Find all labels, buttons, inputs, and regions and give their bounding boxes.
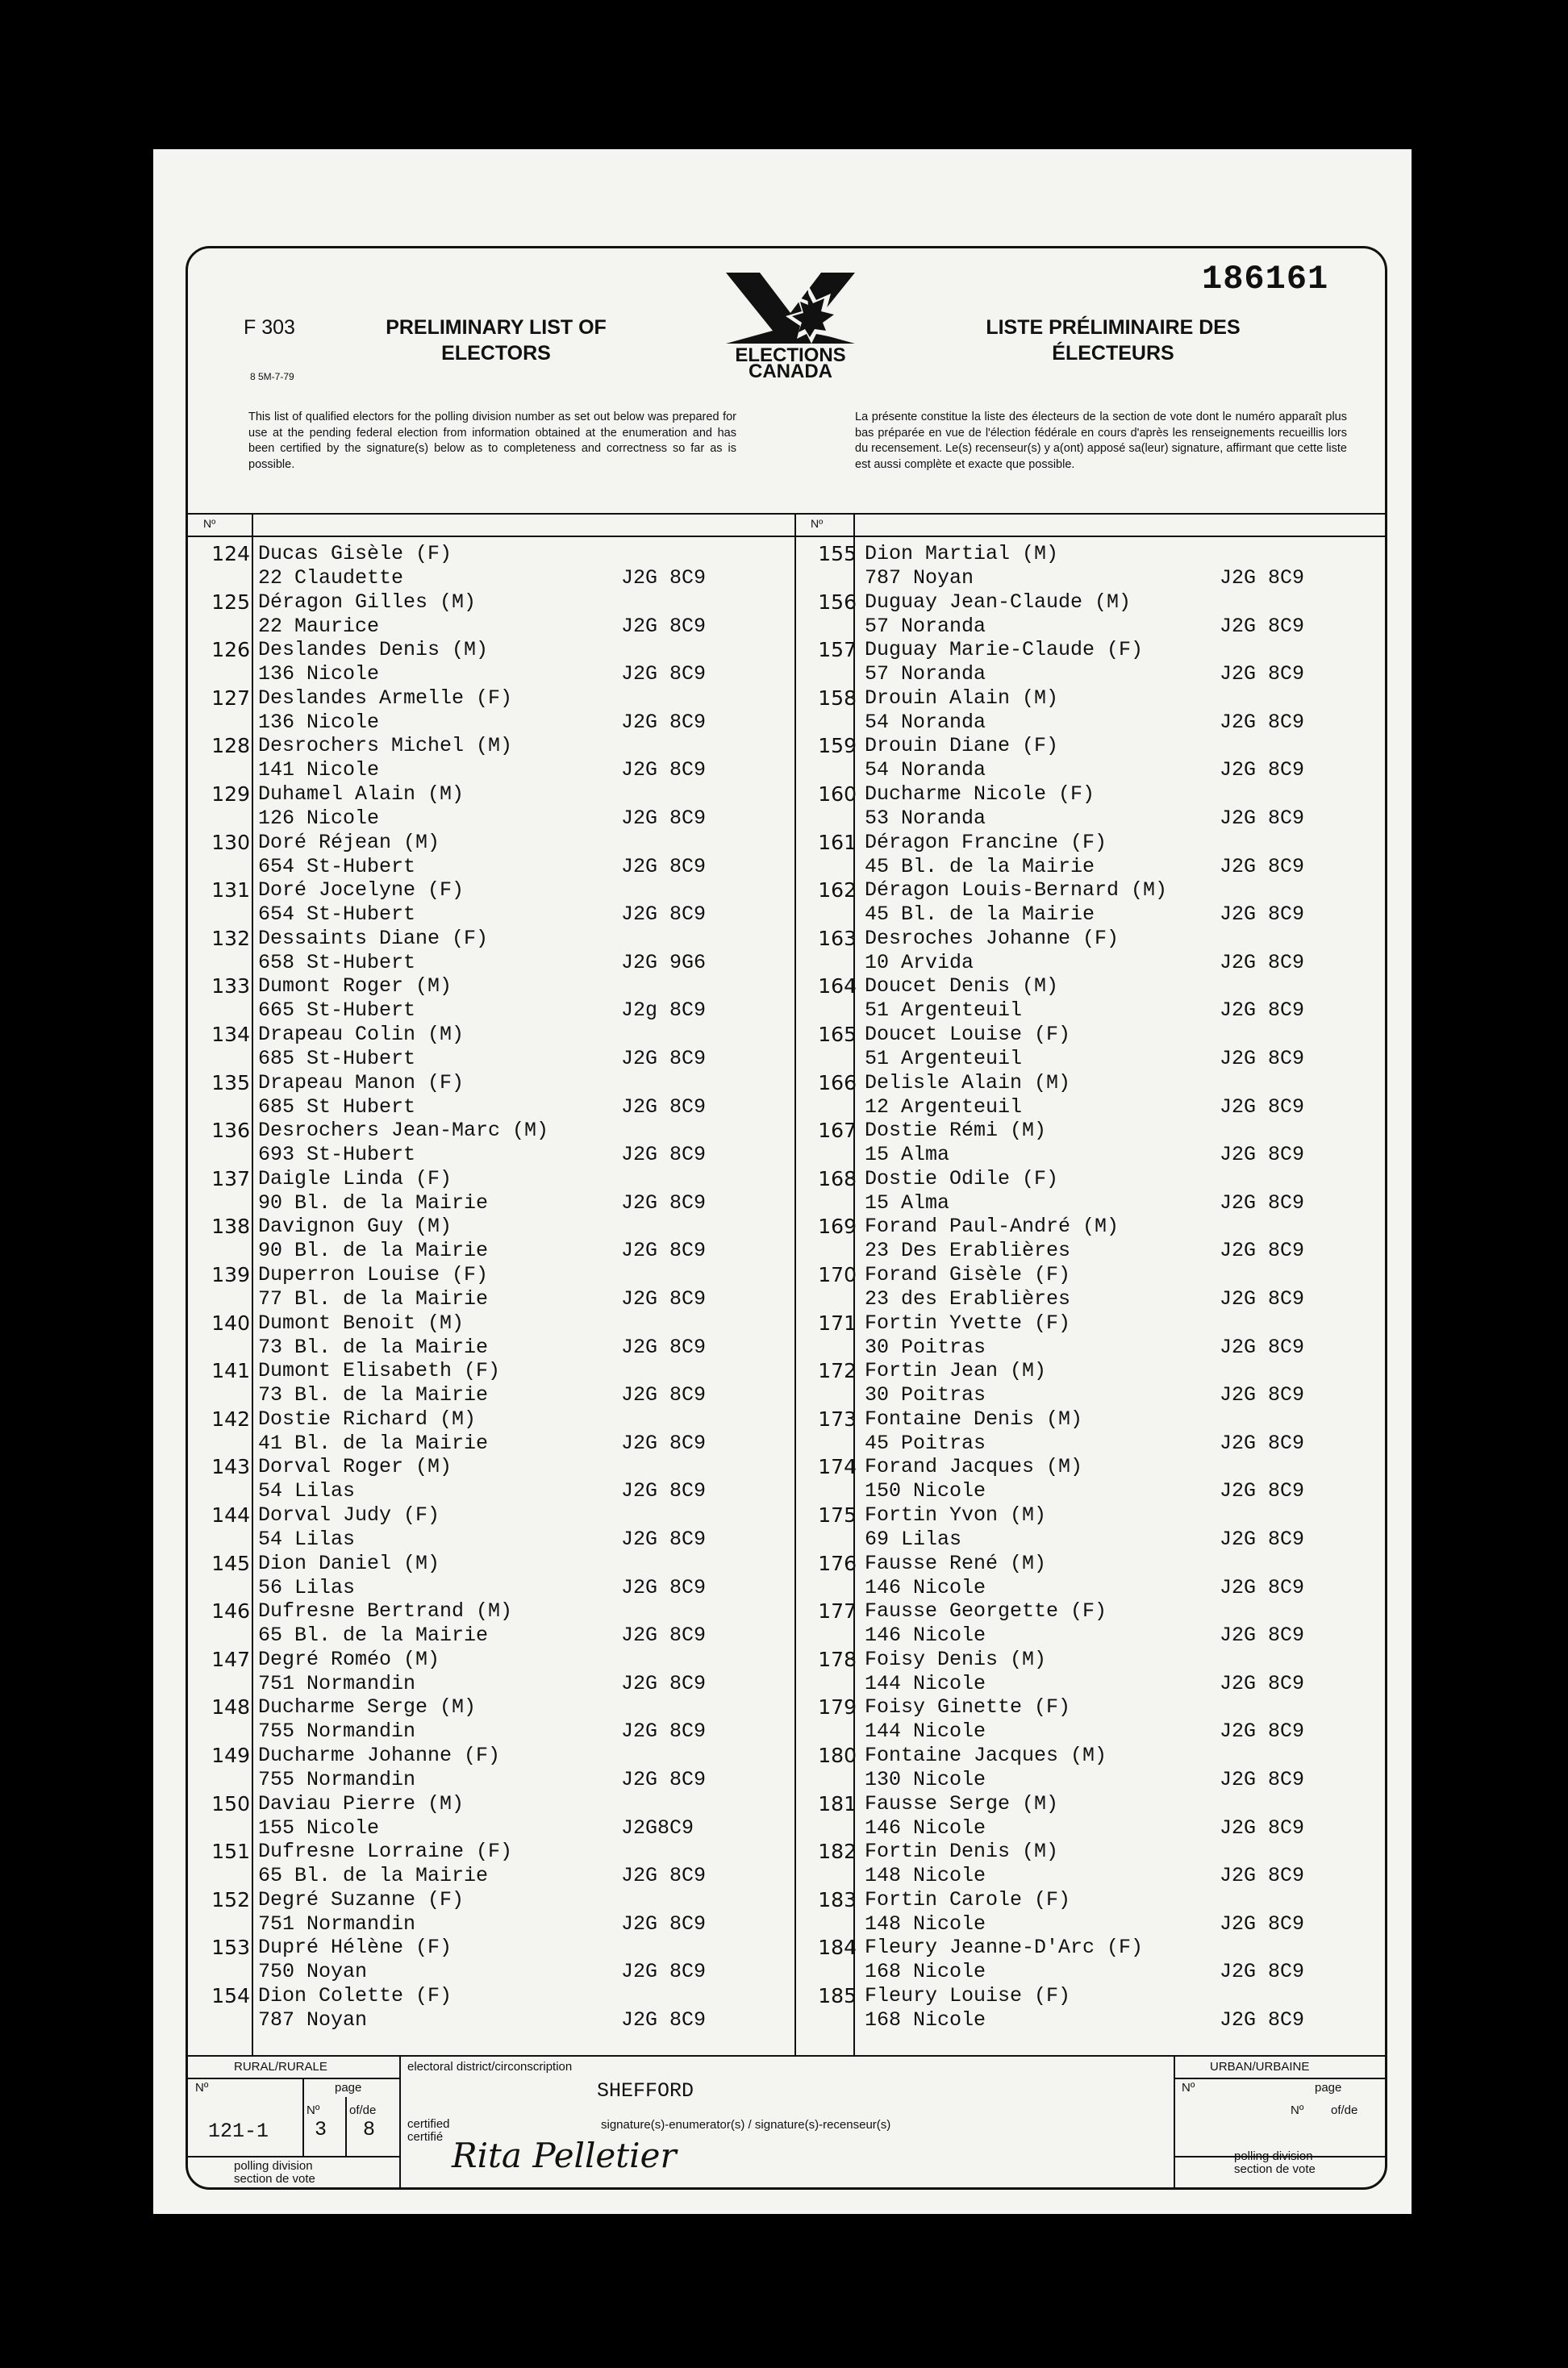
district-value: SHEFFORD	[597, 2079, 694, 2103]
elector-number: 162	[818, 878, 857, 903]
elector-postal-code: J2G 8C9	[1220, 903, 1305, 927]
polling-number: 121-1	[208, 2120, 269, 2143]
form-date: 8 5M-7-79	[250, 371, 294, 382]
elector-address: 685 St Hubert	[258, 1094, 416, 1119]
elector-postal-code: J2G 8C9	[621, 662, 707, 686]
elector-number: 178	[818, 1647, 857, 1671]
elector-address: 45 Poitras	[865, 1431, 986, 1455]
elector-name: Fleury Louise (F)	[865, 1984, 1071, 2007]
elector-address: 787 Noyan	[258, 2008, 368, 2032]
elector-address: 150 Nicole	[865, 1479, 986, 1503]
elector-postal-code: J2G 8C9	[1220, 1720, 1305, 1744]
elector-list	[186, 513, 1387, 2057]
elector-address: 73 Bl. de la Mairie	[258, 1335, 489, 1359]
elector-address: 654 St-Hubert	[258, 854, 416, 878]
elector-number: 166	[818, 1070, 857, 1094]
elector-number: 182	[818, 1840, 857, 1864]
elector-postal-code: J2G 8C9	[1220, 998, 1305, 1023]
elector-number: 145	[211, 1551, 250, 1575]
elector-address: 755 Normandin	[258, 1720, 416, 1744]
elector-number: 184	[818, 1936, 857, 1960]
elector-name: Ducas Gisèle (F)	[258, 542, 452, 565]
serial-number: 186161	[1202, 260, 1329, 298]
elector-number: 148	[211, 1695, 250, 1720]
elector-name: Déragon Francine (F)	[865, 830, 1107, 854]
elector-postal-code: J2G 8C9	[621, 2008, 707, 2032]
elector-number: 149	[211, 1744, 250, 1767]
elector-postal-code: J2g 8C9	[621, 998, 707, 1023]
elector-postal-code: J2G 8C9	[1220, 758, 1305, 782]
page-divider	[302, 2078, 304, 2156]
elector-number: 185	[818, 1984, 857, 2007]
footer-divider-left	[399, 2055, 401, 2190]
elector-address: 41 Bl. de la Mairie	[258, 1431, 489, 1455]
rural-rule	[186, 2078, 399, 2079]
elector-name: Fausse René (M)	[865, 1551, 1047, 1575]
elector-postal-code: J2G 8C9	[621, 1528, 707, 1551]
intro-french: La présente constitue la liste des électeurs de la section de vote dont le numéro apparaît plus bas préparée en vue de l'élection fédérale en cours d'après les renseignements recueillis lors du recensement. Le(s) recenseur(s) y a(ont) apposé sa(leur) signature, affirmant que cette liste est aussi complète et exacte que possible.	[855, 411, 1347, 471]
elector-name: Dufresne Lorraine (F)	[258, 1840, 513, 1864]
elector-postal-code: J2G 8C9	[621, 1479, 707, 1503]
elector-name: Forand Gisèle (F)	[865, 1263, 1071, 1286]
elector-address: 10 Arvida	[865, 950, 974, 974]
elector-name: Fleury Jeanne-D'Arc (F)	[865, 1936, 1144, 1960]
elector-number: 144	[211, 1503, 250, 1527]
elector-name: Delisle Alain (M)	[865, 1070, 1071, 1094]
elector-postal-code: J2G 8C9	[621, 807, 707, 830]
elector-postal-code: J2G 8C9	[1220, 1431, 1305, 1455]
elector-name: Dostie Rémi (M)	[865, 1119, 1047, 1143]
elector-address: 69 Lilas	[865, 1528, 962, 1551]
elector-number: 154	[211, 1984, 250, 2007]
elector-number: 167	[818, 1119, 857, 1143]
elector-postal-code: J2G 8C9	[1220, 1864, 1305, 1888]
elector-postal-code: J2G 8C9	[621, 1960, 707, 1984]
elector-postal-code: J2G 8C9	[621, 1768, 707, 1791]
elector-name: Dorval Judy (F)	[258, 1503, 440, 1527]
urban-page-label: page	[1315, 2081, 1342, 2095]
elector-number: 175	[818, 1503, 857, 1527]
elector-number: 169	[818, 1215, 857, 1239]
elector-address: 141 Nicole	[258, 758, 380, 782]
elector-postal-code: J2G 8C9	[1220, 1575, 1305, 1599]
elector-address: 23 des Erablières	[865, 1287, 1071, 1311]
elector-address: 57 Noranda	[865, 614, 986, 638]
elector-name: Dumont Elisabeth (F)	[258, 1359, 501, 1383]
rural-no-label: Nº	[195, 2081, 209, 2095]
elector-name: Desrochers Michel (M)	[258, 734, 513, 758]
urban-of-label: of/de	[1331, 2103, 1358, 2117]
elector-number: 163	[818, 926, 857, 950]
elector-number: 173	[818, 1407, 857, 1431]
elector-number: 146	[211, 1599, 250, 1624]
elector-number: 134	[211, 1023, 250, 1046]
elector-postal-code: J2G 8C9	[1220, 1383, 1305, 1407]
svg-text:CANADA: CANADA	[749, 361, 832, 379]
elector-address: 155 Nicole	[258, 1816, 380, 1840]
elector-address: 57 Noranda	[865, 662, 986, 686]
elector-name: Fortin Carole (F)	[865, 1887, 1071, 1911]
page-total: 8	[363, 2118, 376, 2141]
elector-name: Doucet Louise (F)	[865, 1023, 1071, 1046]
elector-number: 159	[818, 734, 857, 758]
elector-number: 124	[211, 542, 250, 565]
elector-postal-code: J2G 8C9	[621, 1335, 707, 1359]
elector-name: Doré Réjean (M)	[258, 830, 440, 854]
rural-no-label-2: Nº	[307, 2103, 320, 2117]
elector-postal-code: J2G 8C9	[1220, 854, 1305, 878]
elector-number: 161	[818, 830, 857, 854]
svg-text:ELECTIONS: ELECTIONS	[735, 344, 846, 366]
elector-address: 30 Poitras	[865, 1383, 986, 1407]
elector-number: 155	[818, 542, 857, 565]
elector-postal-code: J2G 8C9	[1220, 1960, 1305, 1984]
elector-address: 750 Noyan	[258, 1960, 368, 1984]
elector-name: Dorval Roger (M)	[258, 1455, 452, 1479]
elector-name: Fortin Yvette (F)	[865, 1311, 1071, 1335]
elector-number: 127	[211, 686, 250, 710]
elector-postal-code: J2G 8C9	[1220, 710, 1305, 734]
elector-postal-code: J2G 8C9	[621, 1720, 707, 1744]
elector-address: 30 Poitras	[865, 1335, 986, 1359]
elector-number: 183	[818, 1887, 857, 1911]
elector-postal-code: J2G 9G6	[621, 950, 707, 974]
elector-postal-code: J2G 8C9	[1220, 1671, 1305, 1695]
elector-number: 152	[211, 1887, 250, 1911]
elector-address: 15 Alma	[865, 1143, 950, 1167]
elector-name: Doucet Denis (M)	[865, 974, 1059, 998]
elector-name: Ducharme Serge (M)	[258, 1695, 477, 1720]
left-no-label: Nº	[203, 517, 216, 530]
elector-postal-code: J2G 8C9	[621, 1575, 707, 1599]
urban-label: URBAN/URBAINE	[1210, 2060, 1310, 2074]
elector-address: 136 Nicole	[258, 710, 380, 734]
elector-address: 658 St-Hubert	[258, 950, 416, 974]
elector-number: 160	[818, 782, 857, 806]
elector-number: 133	[211, 974, 250, 998]
footer-divider-right	[1174, 2055, 1175, 2190]
rural-page-label: page	[335, 2081, 362, 2095]
elector-address: 144 Nicole	[865, 1720, 986, 1744]
elector-name: Fontaine Denis (M)	[865, 1407, 1083, 1431]
elector-address: 65 Bl. de la Mairie	[258, 1864, 489, 1888]
list-top-rule	[186, 513, 1387, 515]
elector-postal-code: J2G 8C9	[621, 1047, 707, 1070]
column-divider-left	[794, 513, 796, 2057]
elector-number: 132	[211, 926, 250, 950]
elector-number: 165	[818, 1023, 857, 1046]
elector-postal-code: J2G 8C9	[1220, 1335, 1305, 1359]
elector-postal-code: J2G 8C9	[1220, 1047, 1305, 1070]
district-label: electoral district/circonscription	[407, 2060, 573, 2074]
elector-name: Fausse Serge (M)	[865, 1791, 1059, 1816]
elector-name: Ducharme Johanne (F)	[258, 1744, 501, 1767]
elector-number: 140	[211, 1311, 250, 1335]
elector-postal-code: J2G 8C9	[621, 1190, 707, 1215]
elector-number: 151	[211, 1840, 250, 1864]
elector-address: 787 Noyan	[865, 566, 974, 590]
elector-name: Duguay Marie-Claude (F)	[865, 638, 1144, 662]
elector-name: Desrochers Jean-Marc (M)	[258, 1119, 549, 1143]
elector-name: Deslandes Armelle (F)	[258, 686, 513, 710]
elector-name: Duhamel Alain (M)	[258, 782, 465, 806]
elector-number: 143	[211, 1455, 250, 1479]
elector-postal-code: J2G 8C9	[1220, 1287, 1305, 1311]
elector-number: 137	[211, 1166, 250, 1190]
elector-postal-code: J2G 8C9	[1220, 1239, 1305, 1263]
elector-address: 54 Lilas	[258, 1479, 356, 1503]
elector-name: Duguay Jean-Claude (M)	[865, 590, 1132, 614]
elector-number: 181	[818, 1791, 857, 1816]
elector-name: Doré Jocelyne (F)	[258, 878, 465, 903]
elector-address: 45 Bl. de la Mairie	[865, 854, 1095, 878]
urban-no-label: Nº	[1182, 2081, 1195, 2095]
elector-address: 751 Normandin	[258, 1911, 416, 1936]
elector-number: 129	[211, 782, 250, 806]
elector-address: 53 Noranda	[865, 807, 986, 830]
elector-name: Daviau Pierre (M)	[258, 1791, 465, 1816]
handwritten-signature: Rita Pelletier	[452, 2136, 677, 2175]
elector-postal-code: J2G 8C9	[1220, 566, 1305, 590]
elector-address: 751 Normandin	[258, 1671, 416, 1695]
elector-address: 136 Nicole	[258, 662, 380, 686]
list-header-rule	[186, 536, 1387, 537]
elector-name: Dupré Hélène (F)	[258, 1936, 452, 1960]
elector-number: 171	[818, 1311, 857, 1335]
elector-address: 77 Bl. de la Mairie	[258, 1287, 489, 1311]
elector-address: 146 Nicole	[865, 1624, 986, 1648]
elector-postal-code: J2G 8C9	[621, 1911, 707, 1936]
elector-postal-code: J2G 8C9	[1220, 1816, 1305, 1840]
elector-postal-code: J2G 8C9	[1220, 1911, 1305, 1936]
elector-name: Duperron Louise (F)	[258, 1263, 489, 1286]
elector-name: Dufresne Bertrand (M)	[258, 1599, 513, 1624]
elector-address: 90 Bl. de la Mairie	[258, 1239, 489, 1263]
rural-bottom-rule	[186, 2156, 399, 2157]
elector-postal-code: J2G 8C9	[1220, 1768, 1305, 1791]
elector-name: Dion Daniel (M)	[258, 1551, 440, 1575]
elector-postal-code: J2G 8C9	[1220, 1479, 1305, 1503]
elector-postal-code: J2G 8C9	[621, 1431, 707, 1455]
elector-number: 138	[211, 1215, 250, 1239]
elector-address: 126 Nicole	[258, 807, 380, 830]
elector-postal-code: J2G 8C9	[1220, 1528, 1305, 1551]
elector-postal-code: J2G 8C9	[1220, 614, 1305, 638]
elector-number: 141	[211, 1359, 250, 1383]
elector-number: 147	[211, 1647, 250, 1671]
elector-address: 65 Bl. de la Mairie	[258, 1624, 489, 1648]
elector-postal-code: J2G 8C9	[1220, 2008, 1305, 2032]
urban-no-label-2: Nº	[1291, 2103, 1304, 2117]
elector-number: 139	[211, 1263, 250, 1286]
elector-address: 90 Bl. de la Mairie	[258, 1190, 489, 1215]
elections-canada-logo	[710, 266, 871, 379]
elector-name: Deslandes Denis (M)	[258, 638, 489, 662]
elector-postal-code: J2G 8C9	[621, 1864, 707, 1888]
elector-name: Davignon Guy (M)	[258, 1215, 452, 1239]
elector-number: 170	[818, 1263, 857, 1286]
elector-postal-code: J2G 8C9	[621, 1239, 707, 1263]
elector-number: 157	[818, 638, 857, 662]
elector-postal-code: J2G 8C9	[621, 1383, 707, 1407]
elector-number: 156	[818, 590, 857, 614]
elector-number: 158	[818, 686, 857, 710]
elector-address: 51 Argenteuil	[865, 1047, 1023, 1070]
elector-name: Drouin Diane (F)	[865, 734, 1059, 758]
elector-address: 168 Nicole	[865, 2008, 986, 2032]
urban-rule	[1174, 2078, 1387, 2079]
elector-name: Fortin Jean (M)	[865, 1359, 1047, 1383]
intro-english: This list of qualified electors for the polling division number as set out below was prepared for use at the pending federal election from information obtained at the enumeration and has been certified by the signature(s) below as to completeness and correctness so far as is possible.	[248, 411, 736, 471]
elector-address: 148 Nicole	[865, 1864, 986, 1888]
elector-name: Dumont Benoit (M)	[258, 1311, 465, 1335]
elector-name: Degré Suzanne (F)	[258, 1887, 465, 1911]
elector-name: Drapeau Colin (M)	[258, 1023, 465, 1046]
elector-postal-code: J2G 8C9	[1220, 1094, 1305, 1119]
elector-number: 150	[211, 1791, 250, 1816]
elector-number: 131	[211, 878, 250, 903]
elector-name: Déragon Gilles (M)	[258, 590, 477, 614]
elector-address: 54 Noranda	[865, 758, 986, 782]
elector-name: Dostie Odile (F)	[865, 1166, 1059, 1190]
title-french: LISTE PRÉLIMINAIRE DES ÉLECTEURS	[986, 316, 1241, 365]
elector-name: Forand Paul-André (M)	[865, 1215, 1120, 1239]
right-no-label: Nº	[811, 517, 824, 530]
elector-address: 144 Nicole	[865, 1671, 986, 1695]
elector-name: Daigle Linda (F)	[258, 1166, 452, 1190]
elector-name: Drouin Alain (M)	[865, 686, 1059, 710]
elector-name: Dessaints Diane (F)	[258, 926, 489, 950]
elector-name: Dostie Richard (M)	[258, 1407, 477, 1431]
polling-division-label: polling division section de vote	[234, 2159, 315, 2186]
elector-name: Déragon Louis-Bernard (M)	[865, 878, 1168, 903]
elector-name: Degré Roméo (M)	[258, 1647, 440, 1671]
elector-number: 126	[211, 638, 250, 662]
elector-address: 148 Nicole	[865, 1911, 986, 1936]
elector-name: Dion Colette (F)	[258, 1984, 452, 2007]
elector-address: 51 Argenteuil	[865, 998, 1023, 1023]
elector-address: 146 Nicole	[865, 1816, 986, 1840]
elector-number: 142	[211, 1407, 250, 1431]
elector-address: 22 Maurice	[258, 614, 380, 638]
elector-address: 654 St-Hubert	[258, 903, 416, 927]
title-english: PRELIMINARY LIST OF ELECTORS	[386, 316, 607, 365]
elector-postal-code: J2G 8C9	[621, 1287, 707, 1311]
elector-number: 176	[818, 1551, 857, 1575]
elector-address: 56 Lilas	[258, 1575, 356, 1599]
page-number: 3	[315, 2118, 327, 2141]
elector-postal-code: J2G 8C9	[621, 614, 707, 638]
elector-number: 168	[818, 1166, 857, 1190]
elector-address: 146 Nicole	[865, 1575, 986, 1599]
elector-number: 136	[211, 1119, 250, 1143]
signature-label: signature(s)-enumerator(s) / signature(s)-recenseur(s)	[601, 2118, 891, 2132]
elector-address: 23 Des Erablières	[865, 1239, 1071, 1263]
elector-name: Fontaine Jacques (M)	[865, 1744, 1107, 1767]
elector-postal-code: J2G 8C9	[1220, 1624, 1305, 1648]
elector-postal-code: J2G 8C9	[1220, 1143, 1305, 1167]
elector-number: 130	[211, 830, 250, 854]
elector-name: Dumont Roger (M)	[258, 974, 452, 998]
elector-postal-code: J2G 8C9	[621, 903, 707, 927]
elector-postal-code: J2G 8C9	[621, 710, 707, 734]
elector-address: 665 St-Hubert	[258, 998, 416, 1023]
form-number: F 303	[244, 316, 295, 339]
elector-address: 755 Normandin	[258, 1768, 416, 1791]
elector-address: 12 Argenteuil	[865, 1094, 1023, 1119]
of-divider	[345, 2097, 347, 2156]
elector-number: 174	[818, 1455, 857, 1479]
elector-name: Desroches Johanne (F)	[865, 926, 1120, 950]
elector-name: Fortin Denis (M)	[865, 1840, 1059, 1864]
elector-postal-code: J2G 8C9	[621, 1624, 707, 1648]
elector-name: Dion Martial (M)	[865, 542, 1059, 565]
elector-name: Drapeau Manon (F)	[258, 1070, 465, 1094]
rural-label: RURAL/RURALE	[234, 2060, 327, 2074]
elector-name: Foisy Ginette (F)	[865, 1695, 1071, 1720]
elector-postal-code: J2G 8C9	[621, 1143, 707, 1167]
elector-number: 153	[211, 1936, 250, 1960]
footer-block	[186, 2055, 1387, 2190]
elector-name: Fortin Yvon (M)	[865, 1503, 1047, 1527]
elector-number: 177	[818, 1599, 857, 1624]
elector-number: 172	[818, 1359, 857, 1383]
elector-address: 130 Nicole	[865, 1768, 986, 1791]
elector-address: 54 Lilas	[258, 1528, 356, 1551]
elector-number: 125	[211, 590, 250, 614]
elector-name: Forand Jacques (M)	[865, 1455, 1083, 1479]
elector-address: 54 Noranda	[865, 710, 986, 734]
certified-label: certified certifié	[407, 2117, 450, 2144]
urban-polling-label: polling division section de vote	[1234, 2149, 1316, 2176]
elector-name: Foisy Denis (M)	[865, 1647, 1047, 1671]
elector-address: 73 Bl. de la Mairie	[258, 1383, 489, 1407]
elector-number: 128	[211, 734, 250, 758]
rural-of-label: of/de	[349, 2103, 377, 2117]
elector-name: Ducharme Nicole (F)	[865, 782, 1095, 806]
elector-postal-code: J2G 8C9	[621, 1094, 707, 1119]
elector-number: 180	[818, 1744, 857, 1767]
elector-postal-code: J2G 8C9	[1220, 950, 1305, 974]
elector-postal-code: J2G 8C9	[1220, 1190, 1305, 1215]
elector-address: 168 Nicole	[865, 1960, 986, 1984]
elector-postal-code: J2G 8C9	[621, 854, 707, 878]
elector-postal-code: J2G 8C9	[621, 1671, 707, 1695]
elector-number: 135	[211, 1070, 250, 1094]
elector-name: Fausse Georgette (F)	[865, 1599, 1107, 1624]
logo-x-maple-leaf-icon	[710, 266, 871, 379]
elector-address: 693 St-Hubert	[258, 1143, 416, 1167]
elector-address: 685 St-Hubert	[258, 1047, 416, 1070]
elector-postal-code: J2G 8C9	[1220, 662, 1305, 686]
elector-postal-code: J2G 8C9	[1220, 807, 1305, 830]
left-number-rule	[252, 513, 253, 2057]
elector-address: 22 Claudette	[258, 566, 404, 590]
elector-postal-code: J2G8C9	[621, 1816, 694, 1840]
elector-number: 164	[818, 974, 857, 998]
elector-number: 179	[818, 1695, 857, 1720]
elector-address: 45 Bl. de la Mairie	[865, 903, 1095, 927]
elector-postal-code: J2G 8C9	[621, 758, 707, 782]
elector-address: 15 Alma	[865, 1190, 950, 1215]
elector-postal-code: J2G 8C9	[621, 566, 707, 590]
